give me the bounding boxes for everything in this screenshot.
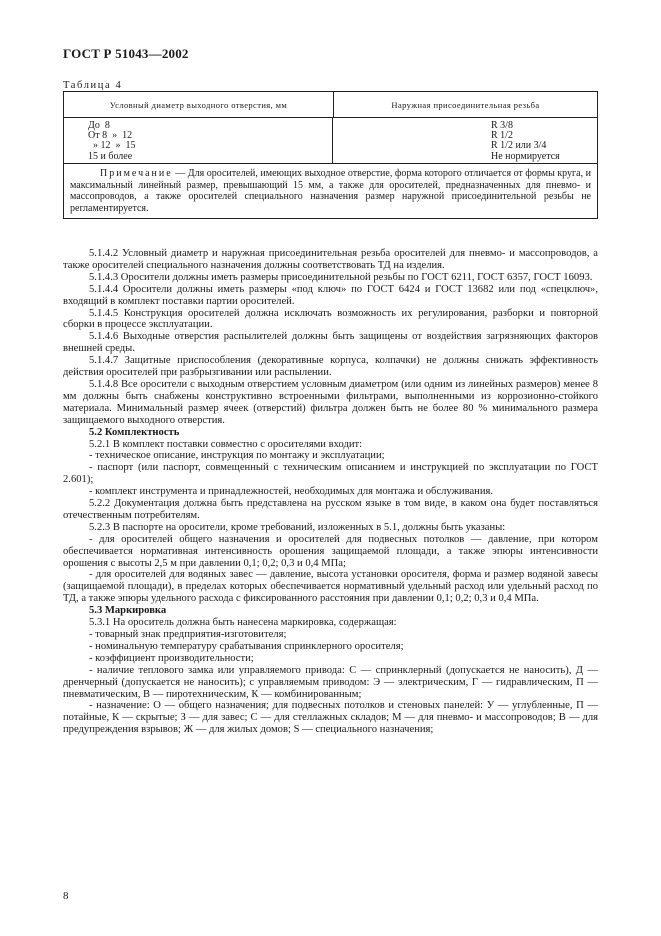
table-cell-thread: Не нормируется — [491, 150, 560, 162]
column-header-thread: Наружная присоединительная резьба — [391, 99, 540, 110]
standard-header: ГОСТ Р 51043—2002 — [63, 46, 189, 61]
paragraph: 5.1.4.7 Защитные приспособления (декоративные корпуса, колпачки) не должны снижать эффективность действия оросителей при разбрызгивании или распылении. — [63, 355, 598, 379]
section-heading: 5.2 Комплектность — [89, 426, 180, 438]
column-header-diameter: Условный диаметр выходного отверстия, мм — [64, 92, 334, 117]
list-item: - товарный знак предприятия-изготовителя; — [89, 629, 287, 640]
table-cell-diameter: До 8 — [88, 120, 110, 131]
paragraph: 5.3.1 На ороситель должна быть нанесена маркировка, содержащая: — [89, 617, 397, 629]
list-item: - назначение: О — общего назначения; для подвесных потолков и стеновых панелей: У — углубленные, П — потайные, К — скрытые; З — для завес; С — для стеллажных складов; М — для пневмо- и массопроводов; В — для предупреждения взрывов; Ж — для жилых домов; S — специального назначения; — [63, 700, 598, 736]
diameter-column — [64, 118, 333, 163]
table-note — [64, 164, 597, 218]
table-cell-diameter: 15 и более — [88, 150, 133, 162]
paragraph: 5.1.4.5 Конструкция оросителей должна исключать возможность их регулирования, разборки и повторной сборки в процессе эксплуатации. — [63, 307, 598, 331]
list-item: - комплект инструмента и принадлежностей, необходимых для монтажа и обслуживания. — [89, 486, 494, 498]
section-heading: 5.3 Маркировка — [89, 605, 167, 617]
paragraph: 5.1.4.3 Оросители должны иметь размеры присоединительной резьбы по ГОСТ 6211, ГОСТ 6357, ГОСТ 16093. — [89, 271, 593, 283]
thread-table — [63, 91, 598, 219]
list-item: - для оросителей для водяных завес — давление, высота установки оросителя, форма и размер водяной завесы (защищаемой площади), в пределах которых обеспечивается нормативный удельный расход или удельный расход по ТД, а также эпюры удельного расхода с фиксированного расстояния при давлении 0,1; 0,2; 0,3 и 0,4 МПа. — [63, 569, 598, 605]
body-text — [63, 248, 598, 736]
table-caption: Таблица 4 — [63, 80, 123, 91]
table-cell-thread: R 1/2 или 3/4 — [491, 140, 547, 152]
note-text: — Для оросителей, имеющих выходное отверстие, форма которого отличается от формы круга, и максимальный линейный размер, превышающий 15 мм, а также для оросителей, предназначенных для пневмо- и массопроводов, а также оросителей специального назначения размер наружной присоединительной резьбы не регламентируется. — [70, 168, 591, 214]
list-item: - коэффициент производительности; — [89, 652, 254, 664]
page-number: 8 — [63, 890, 69, 902]
thread-column — [333, 118, 597, 163]
table-cell-diameter: От 8 » 12 — [88, 130, 133, 142]
table-cell-thread: R 1/2 — [491, 130, 513, 142]
paragraph: 5.1.4.8 Все оросители с выходным отверстием условным диаметром (или одним из линейных размеров) менее 8 мм должны быть снабжены конструктивно встроенными фильтрами, выполненными из коррозионно-стойкого материала. Минимальный размер ячеек (отверстий) фильтра должен быть не более 80 % минимального размера защищаемого выходного отверстия. — [63, 378, 598, 426]
paragraph: 5.1.4.2 Условный диаметр и наружная присоединительная резьба оросителей для пневмо- и массопроводов, а также оросителей специального назначения должны соответствовать ТД на изделия. — [63, 248, 598, 271]
list-item: - техническое описание, инструкция по монтажу и эксплуатации; — [89, 450, 385, 462]
table-body — [64, 118, 597, 164]
list-item: - номинальную температуру срабатывания спринклерного оросителя; — [89, 640, 404, 652]
paragraph: 5.1.4.6 Выходные отверстия распылителей должны быть защищены от воздействия загрязняющих факторов внешней среды. — [63, 331, 598, 355]
table-cell-diameter: » 12 » 15 — [88, 140, 136, 152]
paragraph: 5.2.3 В паспорте на оросители, кроме требований, изложенных в 5.1, должны быть указаны: — [89, 521, 506, 533]
table-header-row — [64, 92, 597, 118]
list-item: - наличие теплового замка или управляемого привода: С — спринклерный (допускается не наносить), Д — дренчерный (допускается не наносить); с управляемым приводом: Э — электрическим, Г — гидравлическим, П — пневматическим, В — пиротехническим, К — комбинированным; — [63, 664, 598, 700]
list-item: - для оросителей общего назначения и оросителей для подвесных потолков — давление, при котором обеспечивается нормативная интенсивность орошения защищаемой площади, а также эпюры интенсивности орошения с высоты 2,5 м при давлении 0,1; 0,2; 0,3 и 0,4 МПа; — [63, 533, 598, 569]
paragraph: 5.1.4.4 Оросители должны иметь размеры «под ключ» по ГОСТ 6424 и ГОСТ 13682 или под «спецключ», входящий в комплект поставки партии оросителей. — [63, 283, 598, 307]
list-item: - паспорт (или паспорт, совмещенный с техническим описанием и инструкцией по эксплуатации по ГОСТ 2.601); — [63, 462, 598, 486]
paragraph: 5.2.1 В комплект поставки совместно с оросителями входит: — [89, 438, 363, 450]
table-cell-thread: R 3/8 — [491, 120, 513, 131]
paragraph: 5.2.2 Документация должна быть представлена на русском языке в том виде, в каком она будет поставляться отечественным потребителям. — [63, 498, 598, 521]
note-label: Примечание — [100, 168, 173, 179]
